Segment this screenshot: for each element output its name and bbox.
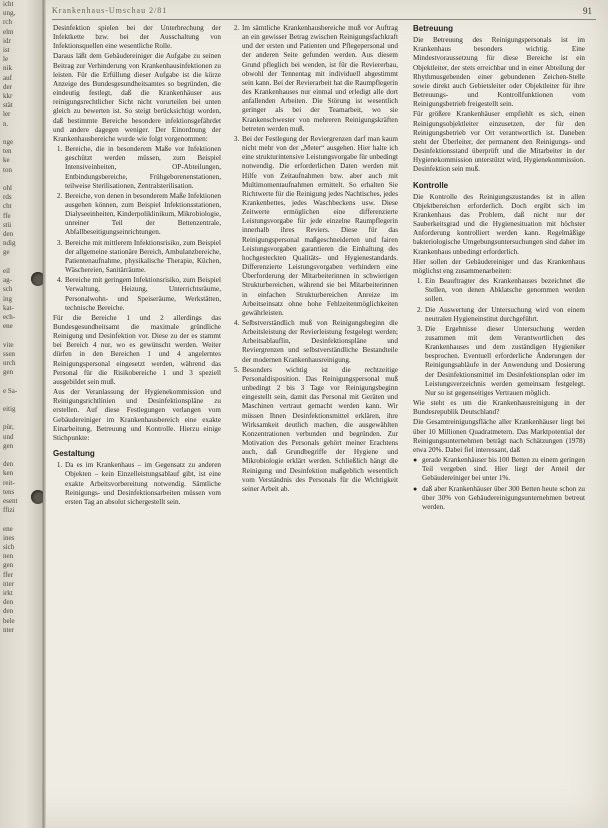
bleed-text-fragment xyxy=(0,129,42,138)
list-item: 5. Besonders wichtig ist die rechtzeitige Personaldisposition. Das Reinigungspersonal muß unbedingt 2 bis 3 Tage vor Reinigungsbeginn eingestellt sein, damit das Personal mit Geräten und Maschinen vertraut gemacht werden kann. Wir müssen Ihnen Desinfektionsmittel erklären, ihre Wirksamkeit deutlich machen, die ausgewählten Konzentrationen verbunden und begründen. Zur Motivation des Personals gehört meiner Erachtens auch, daß Grundbegriffe der Hygiene und Mikrobiologie erklärt werden. Schließlich hängt die Reinigung und Desinfektion maßgeblich wesentlich vom Verständnis des Personals für die Wichtigkeit seiner Arbeit ab. xyxy=(241,366,398,494)
column-2 xyxy=(230,24,398,495)
bleed-text-fragment: nik xyxy=(3,64,12,73)
bleed-text-fragment: gen xyxy=(3,441,14,450)
list-item: 1. Da es im Krankenhaus – im Gegensatz zu anderen Objekten – kein Einzelleistungsablauf gibt, ist eine exakte Arbeitsvorbereitung notwendig. Sämtliche Reinigungs- und Desinfektionsarbeiten müssen vom ersten Tag an absolut sichergestellt sein. xyxy=(64,461,221,507)
bleed-text-fragment: ene xyxy=(3,524,13,533)
bleed-text-fragment: le xyxy=(3,55,9,64)
list-item: 4. Bereiche mit geringem Infektionsrisiko, zum Beispiel Verwaltung, Heizung, Unterrichtsräume, Personalwohn- und Speiseräume, Werkstätten, technische Bereiche. xyxy=(64,276,221,313)
bleed-text-fragment: ler xyxy=(3,110,11,119)
bleed-text-fragment: den xyxy=(3,460,14,469)
bullet-item: ● daß aber Krankenhäuser über 300 Betten heute schon zu über 30% von Gebäudereinigungsunternehmen betreut werden. xyxy=(422,485,585,512)
header-rule xyxy=(52,19,596,20)
bleed-text-fragment: den xyxy=(3,230,14,239)
list-item: 2. Bereiche, von denen in besonderem Maße Infektionen ausgehen können, zum Beispiel Infektionsstationen, Dialyseeinheiten, Kinderpoliklinikum, Mikrobiologie, unreiner Teil der Bettenzentrale, Abfallbeseitigungseinrichtungen. xyxy=(64,192,221,238)
list-item: 3. Bei der Festlegung der Reviergrenzen darf man kaum nicht mehr von der „Meter“ ausgehen. Hier halte ich eine strukturintensive Leistungsvorgabe für unbedingt notwendig. Die erforderlichen Daten werden mit Hilfe von Zeitaufnahmen bzw. aber auch mit Multimomentaufnahmen ermittelt. So erhalten Sie Richtwerte für die Reinigung jedes Nachtisches, jedes Krankenbettes, jedes Waschbeckens usw. Diese Zeitwerte ermöglichen eine differenzierte Leistungsvorgabe für jede einzelne Raumpflegerin innerhalb ihres Reviers. Diese für das Reinigungspersonal maßgeschneiderten und fairen Leistungsvorgaben garantieren die Einhaltung des hochgesteckten Qualitäts- und Hygienestandards. Differenzierte Leistungsvorgaben verhindern eine Überforderung der Mitarbeiterinnen in schwierigen Strukturbereichen, während sie bei Mitarbeiterinnen in einfachen Strukturbereichen Anreize im Arbeitseinsatz ohne hohe Fehlzeitenmöglichkeiten gewährleisten. xyxy=(241,135,398,318)
bleed-text-fragment xyxy=(0,331,42,340)
bleed-text-fragment: irkt xyxy=(3,589,13,597)
binding-spine xyxy=(43,0,46,828)
bleed-text-fragment: sich xyxy=(3,542,15,551)
bleed-text-fragment: cht xyxy=(3,202,12,211)
paragraph: Daraus läßt dem Gebäudereiniger die Aufgabe zu seinen Beitrag zur Verhinderung von Krankenhausinfektionen zu leisten. Für die Erfüllung dieser Aufgabe ist die kürze Anzeige des Bundesgesundheitsamtes so begründen, die eindeutig festlegt, daß die Krankenhäuser aus reinigungsrechtlicher Sicht nicht vorurteilen bei unten gleich zu bewerten ist. So steigt berücksichtigt worden, daß bestimmte Bereiche besondere infektionsgefährdet und andere dagegen weniger. Der Einordnung der Krankenhausbereiche wurde wie folgt vorgenommen: xyxy=(53,52,221,143)
numbered-list xyxy=(53,461,221,507)
bleed-text-fragment: ag- xyxy=(3,276,12,285)
bleed-text-fragment: icht xyxy=(3,0,14,8)
page-number: 91 xyxy=(583,6,592,16)
bleed-text-fragment xyxy=(0,258,42,267)
section-heading: Kontrolle xyxy=(413,180,449,190)
bleed-text-fragment: den xyxy=(3,598,14,607)
bleed-text-fragment xyxy=(0,451,42,460)
bleed-text-fragment: ohl xyxy=(3,184,12,193)
bleed-text-fragment xyxy=(0,175,42,184)
bleed-text-fragment: ech- xyxy=(3,312,16,321)
list-item: 1. Ein Beauftragter des Krankenhauses bezeichnet die Stellen, von denen Abklatsche genommen werden sollen. xyxy=(424,277,585,304)
bleed-text-fragment: stät xyxy=(3,101,13,110)
list-item: 2. Im sämtliche Krankenhausbereiche muß vor Auftrag an ein gewisser Betrag zwischen Reinigungsfachkraft und der ersten und Patienten und Pflegepersonal und der anderen Seite gefunden werden. Aus diesem Grund pfleglich bei wenden, ist für die Reviererbau, obwohl der Tennentag mit individuell abgestimmt sein kann. Bei der Revierarbeit hat die Raumpflegerin des Krankenhauses nur einmal und erledigt alle dort anfallenden Arbeiten. Die Störung ist wesentlich geringer als bei der Teamarbeit, wo sie Krankenschwester von mehreren Reinigungskräften betreten werden muß. xyxy=(241,24,398,134)
bleed-text-fragment: ge xyxy=(3,248,10,257)
paragraph: Wie steht es um die Krankenhausreinigung in der Bundesrepublik Deutschland? xyxy=(413,399,585,417)
bleed-text-fragment: auf xyxy=(3,73,12,82)
bleed-text-fragment: ndig xyxy=(3,239,16,248)
paragraph: Aus der Veranlassung der Hygienekommission und Reinigungsrichtlinien und Desinfektionspläne zu erstellen. Auf diese Festlegungen verlangen vom Gebäudereiniger im Krankenhausbereich eine exakte Einarbeitung, Betreuung und Kontrolle. Hierzu einige Stichpunkte: xyxy=(53,388,221,442)
bleed-text-fragment: elm xyxy=(3,27,14,36)
bleed-text-fragment: idr xyxy=(3,36,11,45)
bleed-text-fragment: der xyxy=(3,82,12,91)
bleed-text-fragment: ung, xyxy=(3,9,16,18)
bullet-list xyxy=(413,456,585,512)
paragraph: Die Kontrolle des Reinigungszustandes ist in allen Objektbereichen erforderlich. Doch ergibt sich im Krankenhaus das Problem, daß nicht nur der Sauberkeitsgrad und die Hygienesituation mit höchster Anforderung kontrolliert werden kann. Regelmäßige bakteriologische Umgebungsuntersuchungen sind daher im Krankenhaus unbedingt erforderlich. xyxy=(413,192,585,256)
bleed-text-fragment: ffe xyxy=(3,211,11,220)
bleed-text-fragment: tens xyxy=(3,487,15,496)
bleed-text-fragment xyxy=(0,377,42,386)
list-item: 3. Bereiche mit mittlerem Infektionsrisiko, zum Beispiel der allgemeine stationäre Bereich, Ambulanzbereiche, Patientenaufnahme, physikalische Therapie, Küchen, Wäschereien, Sanitärräume. xyxy=(64,239,221,276)
bleed-text-fragment: ines xyxy=(3,533,15,542)
bleed-text-fragment: pür, xyxy=(3,423,14,432)
bleed-text-fragment: ffizi xyxy=(3,506,15,515)
bleed-text-fragment: gen xyxy=(3,368,14,377)
bleed-text-fragment: und xyxy=(3,432,14,441)
list-item: 1. Bereiche, die in besonderem Maße vor Infektionen geschützt werden müssen, zum Beispiel Intensiveinheiten, OP-Abteilungen, Entbindungsbereiche, Frühgeborenenstationen, teilweise Sterilisationen, Zentralsterilisation. xyxy=(64,145,221,191)
bleed-text-fragment: sch xyxy=(3,285,13,294)
journal-title: Krankenhaus-Umschau 2/81 xyxy=(52,6,168,15)
bleed-text-fragment: esent xyxy=(3,496,18,505)
paragraph: Die Betreuung des Reinigungspersonals ist im Krankenhaus besonders wichtig. Eine Mindestvoraussetzung für diese Bereiche ist ein Objektleiter, der stets erreichbar und in einer Abteilung der Rhythmusgebenden einer gebundenen Zeichen-Stelle sowie direkt auch Gebietsleiter oder Objektleiter für ihre Betreuungs- und Kontrollfunktionen vom Reinigungsbetrieb freigestellt sein. xyxy=(413,36,585,109)
bleed-text-fragment: nter xyxy=(3,625,14,634)
numbered-list xyxy=(230,24,398,494)
bleed-text-fragment: ffer xyxy=(3,570,13,579)
bleed-text-fragment: vite xyxy=(3,340,14,349)
bleed-text-fragment: ing xyxy=(3,294,12,303)
bleed-text-fragment xyxy=(0,396,42,405)
bleed-text-fragment: nen xyxy=(3,552,14,561)
bleed-text-fragment: kkr xyxy=(3,92,13,101)
bleed-text-fragment: reit- xyxy=(3,478,15,487)
bleed-text-fragment: ke xyxy=(3,156,10,165)
bleed-text-fragment: ene xyxy=(3,322,13,331)
bleed-text-fragment: eitig xyxy=(3,404,16,413)
bleed-text-fragment: ken xyxy=(3,469,14,478)
paragraph: Für größere Krankenhäuser empfiehlt es sich, einen Reinigungsobjektleiter einzusetzen, der für den Reinigungsbetrieb vor Ort verantwortlich ist. Daneben steht der Überleiter, der permanent den Reinigungs- und Desinfektionsstand überprüft und die Mitarbeiter in der Hygienekommission unterstützt wird, Hygienekommission. Desinfektion sein muß. xyxy=(413,110,585,174)
section-heading: Betreuung xyxy=(413,24,453,33)
list-item: 2. Die Auswertung der Untersuchung wird von einem neutralen Hygieneinstitut durchgeführt. xyxy=(424,306,585,324)
column-1 xyxy=(53,24,221,508)
column-3 xyxy=(413,24,585,513)
bleed-text-fragment: ten xyxy=(3,147,12,156)
bleed-text-fragment: ssen xyxy=(3,349,16,358)
numbered-list xyxy=(53,145,221,313)
bleed-text-fragment: eil xyxy=(3,266,10,275)
bleed-text-fragment: bele xyxy=(3,616,15,625)
running-header xyxy=(52,6,596,20)
bleed-text-fragment: n. xyxy=(3,119,9,128)
list-item: 4. Selbstverständlich muß von Reinigungsbeginn die Arbeitsleistung der Revierleistung festgelegt werden; Arbeitsablauflin, Desinfektionspläne und Reviergrenzen und selbstverständliche Bestandteile der modernen Krankenhausreinigung. xyxy=(241,319,398,365)
paragraph: Die Gesamtreinigungsfläche aller Krankenhäuser liegt bei über 10 Millionen Quadratmetern. Das Marktpotential der Reinigungsunternehmen beträgt nach Schätzungen (1978) etwa 20%. Dabei fiel interessant, daß xyxy=(413,418,585,454)
paragraph: Hier sollen der Gebäudereiniger und das Krankenhaus möglichst eng zusammenarbeiten: xyxy=(413,257,585,275)
numbered-list xyxy=(413,277,585,398)
neighbouring-page-strip xyxy=(0,0,43,828)
bullet-item: ● gerade Krankenhäuser bis 100 Betten zu einem geringen Teil vergeben sind. Hier liegt der Anteil der Gebäudereiniger bei unter 1%. xyxy=(422,456,585,483)
paragraph: Für die Bereiche 1 und 2 allerdings das Bundesgesundheitsamt die maximale gründliche Reinigung und Desinfektion vor. Diese zu der es stammt bei Bereich 4 nur, wo es gewünscht werden. Weiter dürfen in den Bereichen 1 und 4 angelerntes Reinigungspersonal eingesetzt werden, während das Personal für die Risikobereiche 1 und 3 speziell ausgebildet sein muß. xyxy=(53,313,221,386)
section-heading: Gestaltung xyxy=(53,449,95,459)
bleed-text-fragment xyxy=(0,515,42,524)
bleed-text-fragment: urch xyxy=(3,358,16,367)
bleed-text-fragment: nter xyxy=(3,579,14,588)
bleed-text-fragment: e Sa- xyxy=(3,386,18,395)
bleed-text-fragment: ist xyxy=(3,46,10,55)
bleed-text-fragment: kat- xyxy=(3,303,14,312)
bleed-text-fragment: den xyxy=(3,607,14,616)
bleed-text-fragment: ton xyxy=(3,165,12,174)
list-item: 3. Die Ergebnisse dieser Untersuchung werden zusammen mit dem Verantwortlichen des Krankenhauses und dem zuständigen Hygieniker besprochen. Eventuell erforderliche Änderungen der Reinigungsabläufe in der Anwendung und Dosierung der Desinfektionsmittel im Desinfektionsplan oder im Leistungsverzeichnis werden gemeinsam festgelegt. Nur so ist gegenseitiges Vertrauen möglich. xyxy=(424,325,585,398)
bleed-text-fragment: rds xyxy=(3,193,12,202)
bleed-text-fragment: gen xyxy=(3,561,14,570)
bleed-text-fragment: nge xyxy=(3,138,14,147)
bleed-text-fragment: stü xyxy=(3,220,12,229)
paragraph: Desinfektion spielen bei der Unterbrechung der Infektkette bzw. bei der Ausschaltung von Infektionsquellen eine wesentliche Rolle. xyxy=(53,24,221,51)
bleed-text-fragment: rch xyxy=(3,18,12,27)
bleed-text-fragment xyxy=(0,414,42,423)
